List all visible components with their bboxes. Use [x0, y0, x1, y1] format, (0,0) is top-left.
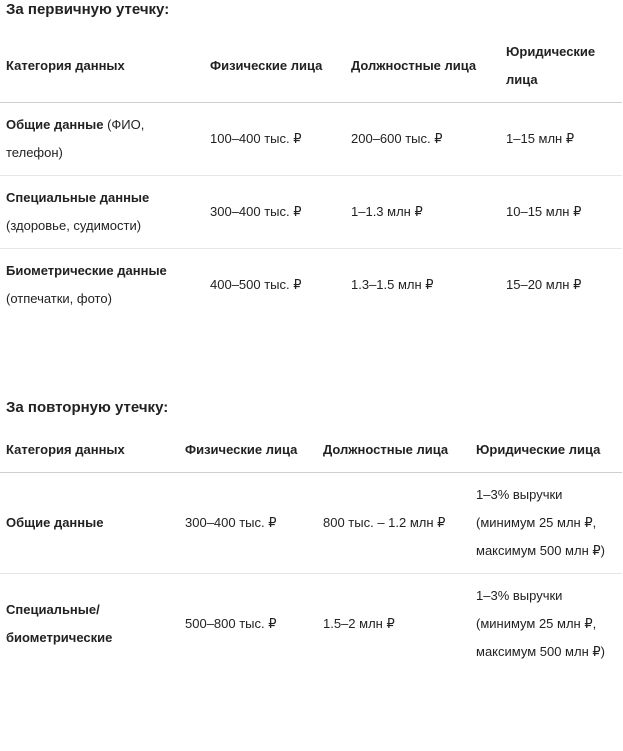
cell-officials: 200–600 тыс. ₽ — [351, 131, 443, 146]
category-note: (ФИО, телефон) — [6, 117, 145, 160]
table-row — [0, 473, 622, 574]
cell-category — [0, 473, 179, 574]
category-note: (отпечатки, фото) — [6, 291, 112, 306]
table-row — [0, 249, 622, 322]
cell-officials: 800 тыс. – 1.2 млн ₽ — [323, 515, 446, 530]
cell-legal: 1–3% выручки (минимум 25 млн ₽, максимум 500 млн ₽) — [476, 588, 605, 659]
table-row — [0, 103, 622, 176]
category-name: Специальные/ биометрические — [6, 602, 113, 645]
cell-legal: 1–3% выручки (минимум 25 млн ₽, максимум 500 млн ₽) — [476, 487, 605, 558]
cell-individuals: 100–400 тыс. ₽ — [210, 131, 302, 146]
fines-table-primary — [0, 30, 622, 321]
category-name: Биометрические данные — [6, 263, 167, 278]
cell-individuals: 300–400 тыс. ₽ — [185, 515, 277, 530]
section-title-primary: За первичную утечку: — [6, 1, 170, 18]
section-title-repeat: За повторную утечку: — [6, 399, 169, 416]
cell-officials: 1–1.3 млн ₽ — [351, 204, 423, 219]
category-note: (здоровье, судимости) — [6, 218, 142, 233]
header-individuals: Физические лица — [185, 442, 298, 457]
cell-category — [0, 176, 204, 249]
header-officials: Должностные лица — [323, 442, 449, 457]
table-header-row — [0, 30, 622, 103]
cell-category — [0, 249, 204, 322]
cell-legal: 10–15 млн ₽ — [506, 204, 582, 219]
header-category: Категория данных — [6, 442, 125, 457]
cell-category — [0, 574, 179, 675]
cell-individuals: 500–800 тыс. ₽ — [185, 616, 277, 631]
table-row — [0, 176, 622, 249]
header-legal: Юридические лица — [476, 442, 601, 457]
table-header-row — [0, 428, 622, 473]
header-individuals: Физические лица — [210, 58, 323, 73]
cell-category — [0, 103, 204, 176]
header-officials: Должностные лица — [351, 58, 477, 73]
cell-officials: 1.3–1.5 млн ₽ — [351, 277, 434, 292]
cell-individuals: 400–500 тыс. ₽ — [210, 277, 302, 292]
category-name: Общие данные — [6, 117, 104, 132]
category-name: Специальные данные — [6, 190, 150, 205]
cell-legal: 1–15 млн ₽ — [506, 131, 575, 146]
cell-officials: 1.5–2 млн ₽ — [323, 616, 395, 631]
cell-legal: 15–20 млн ₽ — [506, 277, 582, 292]
header-legal: Юридические лица — [506, 44, 596, 87]
fines-table-repeat — [0, 428, 622, 674]
header-category: Категория данных — [6, 58, 125, 73]
cell-individuals: 300–400 тыс. ₽ — [210, 204, 302, 219]
category-name: Общие данные — [6, 515, 104, 530]
table-row — [0, 574, 622, 675]
